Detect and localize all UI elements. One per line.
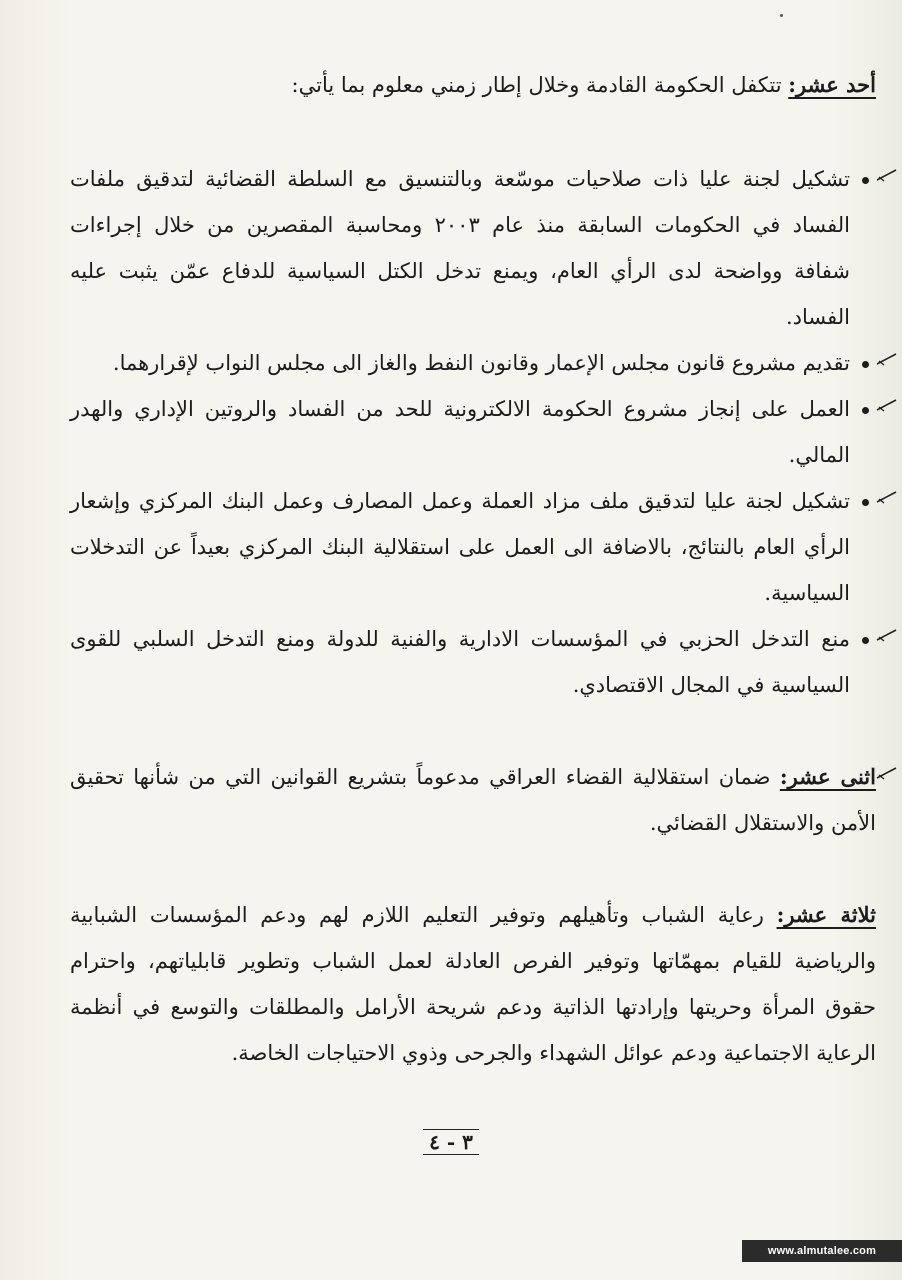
check-tick-icon: [876, 490, 898, 504]
check-tick-icon: [876, 168, 898, 182]
check-tick-icon: [876, 352, 898, 366]
bullet-icon: [854, 340, 876, 386]
list-item-text: تشكيل لجنة عليا ذات صلاحيات موسّعة وبالتنسيق مع السلطة القضائية لتدقيق ملفات الفساد في الحكومات السابقة منذ عام ٢٠٠٣ ومحاسبة المقصرين من خلال إجراءات شفافة وواضحة لدى الرأي العام، ويمنع تدخل الكتل السياسية للدفاع عمّن يثبت عليه الفساد.: [70, 167, 850, 329]
section-thirteen: [70, 892, 876, 1076]
section-text: ضمان استقلالية القضاء العراقي مدعوماً بتشريع القوانين التي من شأنها تحقيق الأمن والاستقلال القضائي.: [70, 765, 876, 835]
bullet-icon: [854, 386, 876, 432]
list-item: [70, 478, 876, 616]
page-number: [0, 1130, 902, 1154]
page-number-text: ٣ - ٤: [423, 1129, 479, 1155]
list-item-text: العمل على إنجاز مشروع الحكومة الالكترونية للحد من الفساد والروتين الإداري والهدر المالي.: [70, 397, 850, 467]
section-eleven-heading: [70, 62, 876, 108]
scan-speck: [780, 14, 783, 17]
list-item-text: تقديم مشروع قانون مجلس الإعمار وقانون النفط والغاز الى مجلس النواب لإقرارهما.: [112, 351, 850, 375]
list-item: [70, 386, 876, 478]
list-item: [70, 616, 876, 708]
section-eleven-list: [70, 156, 876, 708]
list-item-text: تشكيل لجنة عليا لتدقيق ملف مزاد العملة وعمل المصارف وعمل البنك المركزي وإشعار الرأي العام بالنتائج، بالاضافة الى العمل على استقلالية البنك المركزي بعيداً عن التدخلات السياسية.: [70, 489, 850, 605]
section-text: رعاية الشباب وتأهيلهم وتوفير التعليم اللازم لهم ودعم المؤسسات الشبابية والرياضية للقيام بمهمّاتها وتوفير الفرص العادلة لعمل الشباب وتطوير قابلياتهم، واحترام حقوق المرأة وحريتها وإرادتها الذاتية ودعم شريحة الأرامل والمطلقات والتوسع في أنظمة الرعاية الاجتماعية ودعم عوائل الشهداء والجرحى وذوي الاحتياجات الخاصة.: [70, 903, 876, 1065]
document-body: [70, 62, 876, 1076]
list-item: [70, 340, 876, 386]
bullet-icon: [854, 156, 876, 202]
section-title: ثلاثة عشر:: [776, 902, 876, 927]
section-title: اثنى عشر:: [779, 764, 876, 789]
check-tick-icon: [876, 398, 898, 412]
section-twelve: [70, 754, 876, 846]
list-item: [70, 156, 876, 340]
section-intro: تتكفل الحكومة القادمة وخلال إطار زمني معلوم بما يأتي:: [291, 73, 782, 97]
bullet-icon: [854, 478, 876, 524]
check-tick-icon: [876, 628, 898, 642]
site-watermark: www.almutalee.com: [742, 1240, 902, 1262]
check-tick-icon: [876, 766, 898, 780]
list-item-text: منع التدخل الحزبي في المؤسسات الادارية والفنية للدولة ومنع التدخل السلبي للقوى السياسية في المجال الاقتصادي.: [70, 627, 850, 697]
section-title: أحد عشر:: [788, 72, 876, 97]
bullet-icon: [854, 616, 876, 662]
